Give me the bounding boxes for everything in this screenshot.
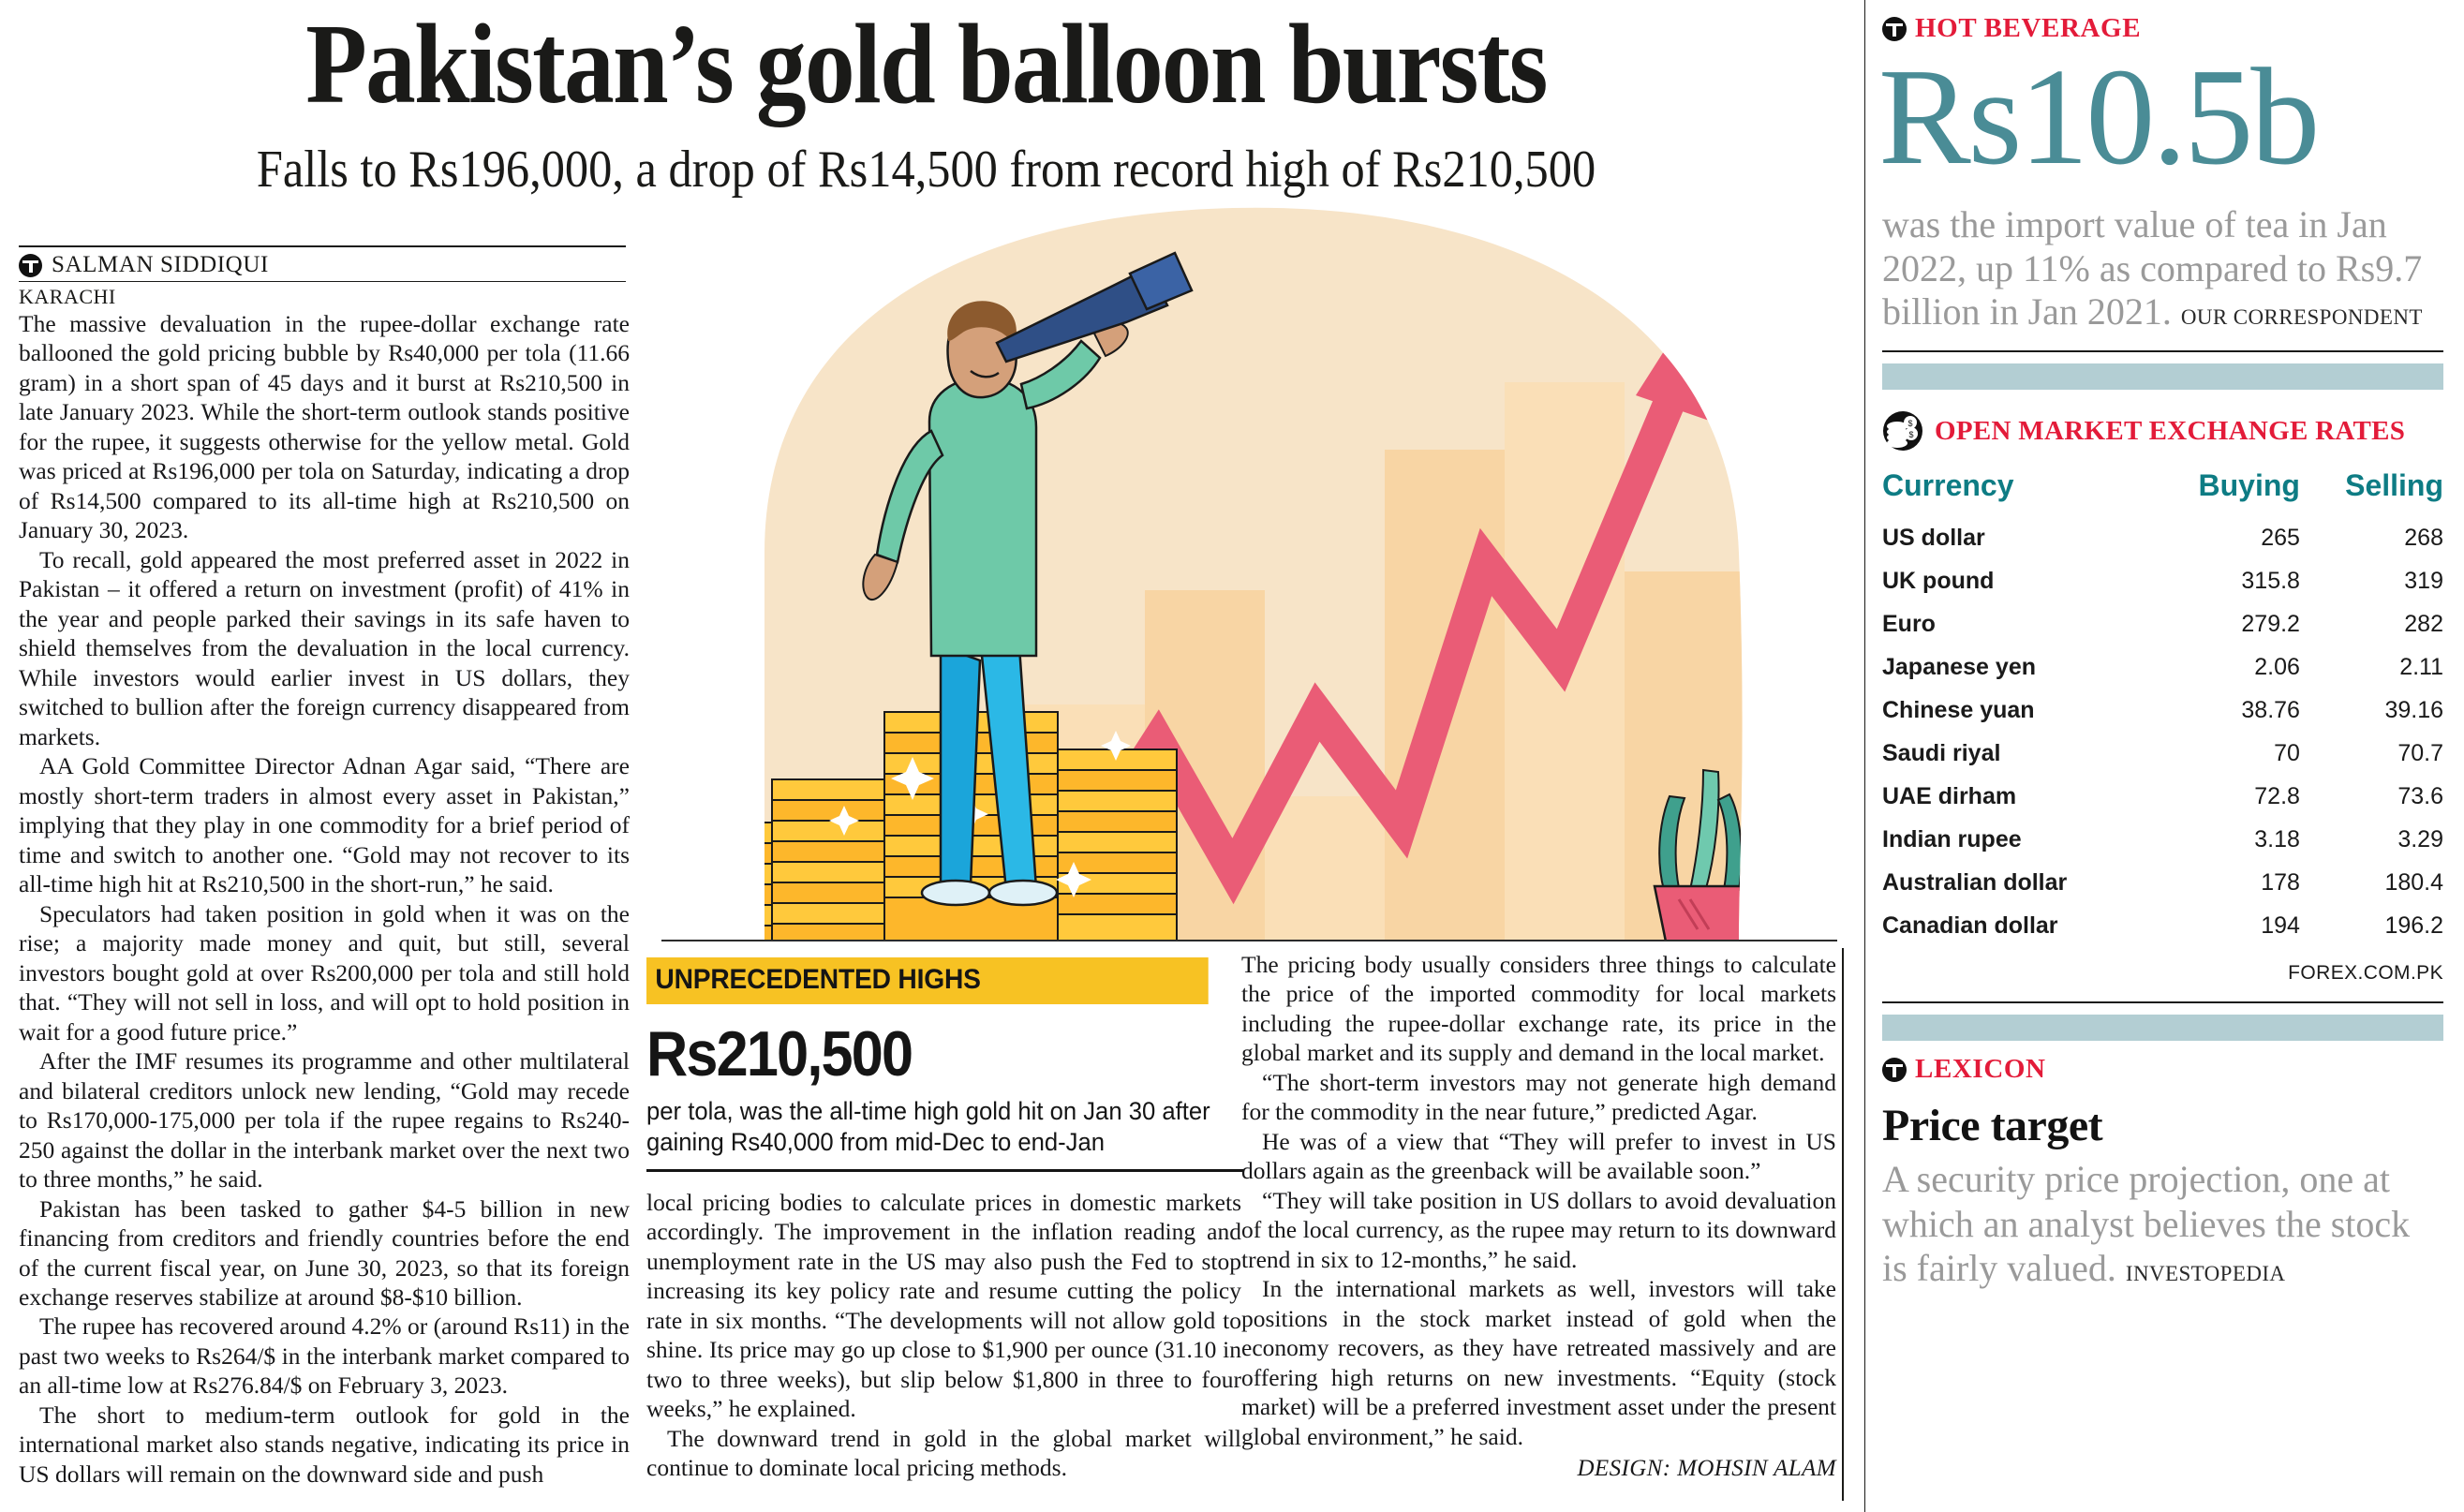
article-column-1 (19, 309, 630, 1489)
sidebar (1864, 0, 2464, 1512)
paragraph: local pricing bodies to calculate prices in domestic markets accordingly. The improvement in the inflation reading and unemployment rate in the US may also push the Fed to stop increasing its key policy rate and resume cutting the policy rate in six months. “The developments will not allow gold to shine. Its price may go up close to $1,900 per ounce (31.10 in two to three weeks), but slip below $1,800 in three to four weeks,” he explained. (646, 1189, 1241, 1423)
hot-beverage-kicker: HOT BEVERAGE (1915, 13, 2142, 43)
buying-rate: 72.8 (2254, 782, 2300, 809)
hot-beverage-source: OUR CORRESPONDENT (2180, 304, 2423, 329)
table-row (1882, 689, 2443, 732)
lexicon-kicker: LEXICON (1915, 1054, 2046, 1085)
buying-rate: 178 (2261, 868, 2300, 896)
currency-name: Australian dollar (1882, 868, 2068, 896)
article-column-3 (1241, 950, 1836, 1484)
byline (19, 245, 626, 309)
paragraph: Speculators had taken position in gold when it was on the rise; a majority made money and quit, but still, several investors bought gold at over Rs200,000 per tola and still hold that. “They will not sell in loss, and will opt to hold position in wait for a good future price.” (19, 899, 630, 1045)
page-title: Pakistan’s gold balloon bursts (305, 1, 1547, 127)
selling-rate: 3.29 (2397, 825, 2443, 852)
lexicon-definition-block (1882, 1157, 2443, 1290)
svg-text:$: $ (1908, 430, 1914, 440)
currency-name: Canadian dollar (1882, 912, 2058, 939)
hot-beverage-stat: Rs10.5b (1878, 40, 2318, 194)
paragraph: “The short-term investors may not generate high demand for the commodity in the near future,” predicted Agar. (1241, 1068, 1836, 1126)
fact-box-description: per tola, was the all-time high gold hit on Jan 30 after gaining Rs40,000 from mid-Dec to end-Jan (646, 1097, 1210, 1157)
selling-rate: 282 (2404, 610, 2443, 637)
paragraph: He was of a view that “They will prefer to invest in US dollars again as the greenback will be available soon.” (1241, 1127, 1836, 1185)
table-row (1882, 818, 2443, 861)
buying-rate: 70 (2274, 739, 2300, 766)
lexicon-source: INVESTOPEDIA (2125, 1261, 2286, 1285)
sidebar-section-lexicon (1882, 1054, 2443, 1290)
buying-rate: 194 (2261, 912, 2300, 939)
lexicon-kicker-row (1882, 1054, 2443, 1085)
buying-rate: 279.2 (2241, 610, 2300, 637)
forex-col-currency: Currency (1882, 468, 2014, 503)
illustration-svg (661, 150, 1837, 941)
currency-name: Saudi riyal (1882, 739, 2001, 766)
table-row (1882, 732, 2443, 775)
author-name: SALMAN SIDDIQUI (52, 252, 269, 277)
buying-rate: 38.76 (2241, 696, 2300, 723)
fact-box (646, 957, 1244, 1172)
selling-rate: 180.4 (2384, 868, 2443, 896)
paragraph: The massive devaluation in the rupee-dollar exchange rate ballooned the gold pricing bubble by Rs40,000 per tola (11.66 gram) in a short span of 45 days and it burst at Rs210,500 in late January 2023. While the short-term outlook stands positive for the rupee, it suggests otherwise for the yellow metal. Gold was priced at Rs196,000 per tola on Saturday, indicating a drop of Rs14,500 compared to its all-time high at Rs210,500 on January 30, 2023. (19, 310, 630, 544)
currency-name: UK pound (1882, 567, 1995, 594)
selling-rate: 70.7 (2397, 739, 2443, 766)
article-illustration (661, 150, 1837, 941)
buying-rate: 2.06 (2254, 653, 2300, 680)
forex-table (1882, 468, 2443, 947)
table-row (1882, 602, 2443, 645)
fact-box-kicker: UNPRECEDENTED HIGHS (646, 957, 1209, 1004)
chart-bar-3 (1265, 796, 1385, 940)
fact-box-rule (646, 1169, 1244, 1172)
illustration-baseline (661, 940, 1837, 941)
sidebar-band-1 (1882, 363, 2443, 390)
selling-rate: 2.11 (2399, 653, 2443, 680)
currency-name: Indian rupee (1882, 825, 2022, 852)
sidebar-rule-2 (1882, 1001, 2443, 1003)
dateline: KARACHI (19, 285, 116, 308)
byline-row (19, 247, 626, 282)
hot-beverage-body (1882, 203, 2443, 334)
lexicon-definition: A security price projection, one at which an analyst believes the stock is fairly valued. (1882, 1158, 2411, 1289)
selling-rate: 39.16 (2384, 696, 2443, 723)
forex-source: FOREX.COM.PK (2288, 962, 2443, 985)
paragraph: The rupee has recovered around 4.2% or (around Rs11) in the past two weeks to Rs264/$ in the interbank market compared to an all-time low at Rs276.84/$ on February 3, 2023. (19, 1312, 630, 1400)
paragraph: Pakistan has been tasked to gather $4-5 billion in new financing from creditors and friendly countries before the end of the current fiscal year, on June 30, 2023, so that its foreign exchange reserves stabilize at around $8-$10 billion. (19, 1194, 630, 1311)
currency-name: Euro (1882, 610, 1936, 637)
paragraph: “They will take position in US dollars to avoid devaluation of the local currency, as the rupee may return to its downward trend in six to 12-months,” he said. (1241, 1186, 1836, 1273)
selling-rate: 196.2 (2384, 912, 2443, 939)
paragraph: To recall, gold appeared the most preferred asset in 2022 in Pakistan – it offered a return on investment (profit) of 41% in the year and people parked their savings in its safe haven to shield themselves from the devaluation in the local currency. While investors would earlier invest in US dollars, they switched to bullion after the foreign currency disappeared from markets. (19, 545, 630, 750)
forex-title: OPEN MARKET EXCHANGE RATES (1935, 415, 2406, 446)
paragraph: The downward trend in gold in the global market will continue to dominate local pricing methods. (646, 1424, 1241, 1482)
sidebar-section-forex (1882, 410, 2443, 1041)
forex-col-selling: Selling (2345, 468, 2443, 503)
currency-name: Chinese yuan (1882, 696, 2035, 723)
forex-header-row (1882, 410, 2443, 452)
paragraph: AA Gold Committee Director Adnan Agar said, “There are mostly short-term traders in almost every asset in Pakistan,” implying that they play in one commodity for a brief period of time and switch to another one. “Gold may not recover to its all-time high hit at Rs210,500 in the short-run,” he said. (19, 752, 630, 898)
svg-text:$: $ (1907, 419, 1913, 429)
article-subheadline: Falls to Rs196,000, a drop of Rs14,500 from record high of Rs210,500 (256, 141, 1596, 199)
tribune-logo-icon (19, 254, 42, 277)
paragraph: In the international markets as well, investors will take positions in the stock market instead of gold when the economy recovers, as they have retreated massively and are offering high returns on new investments. “Equity (stock market) will be a preferred investment asset under the present global environment,” he said. (1241, 1275, 1836, 1450)
selling-rate: 73.6 (2397, 782, 2443, 809)
column-divider-rule (1842, 948, 1844, 1501)
table-row (1882, 775, 2443, 818)
table-row (1882, 559, 2443, 602)
paragraph: The pricing body usually considers three things to calculate the price of the imported commodity for local markets including the rupee-dollar exchange rate, its price in the global market and its supply and demand in the local market. (1241, 951, 1836, 1067)
currency-name: US dollar (1882, 524, 1985, 551)
design-credit: DESIGN: MOHSIN ALAM (1577, 1456, 1836, 1482)
hot-beverage-body-text: was the import value of tea in Jan 2022, up 11% as compared to Rs9.7 billion in Jan 2021. (1882, 203, 2423, 333)
forex-header (1882, 468, 2443, 516)
buying-rate: 3.18 (2254, 825, 2300, 852)
table-row (1882, 861, 2443, 904)
selling-rate: 268 (2404, 524, 2443, 551)
lexicon-term: Price target (1882, 1101, 2103, 1151)
tribune-logo-icon (1882, 1058, 1907, 1082)
tribune-logo-icon (1882, 17, 1907, 41)
paragraph: After the IMF resumes its programme and other multilateral and bilateral creditors unlock new lending, “Gold may recede to Rs170,000-175,000 per tola if the rupee regains to Rs240-250 against the dollar in the interbank market over the next two to three months,” he said. (19, 1047, 630, 1193)
coins-icon (1882, 410, 1923, 452)
buying-rate: 265 (2261, 524, 2300, 551)
table-row (1882, 904, 2443, 947)
sidebar-section-hot-beverage (1878, 13, 2443, 390)
table-row (1882, 645, 2443, 689)
article-column-2 (646, 1188, 1241, 1483)
currency-name: UAE dirham (1882, 782, 2017, 809)
fact-box-value: Rs210,500 (646, 1018, 913, 1090)
sidebar-band-2 (1882, 1015, 2443, 1041)
sidebar-rule-1 (1882, 350, 2443, 352)
buying-rate: 315.8 (2241, 567, 2300, 594)
paragraph: The short to medium-term outlook for gold in the international market also stands negative, indicating its price in US dollars will remain on the downward side and push (19, 1401, 630, 1488)
currency-name: Japanese yen (1882, 653, 2036, 680)
forex-col-buying: Buying (2198, 468, 2300, 503)
selling-rate: 319 (2404, 567, 2443, 594)
table-row (1882, 516, 2443, 559)
